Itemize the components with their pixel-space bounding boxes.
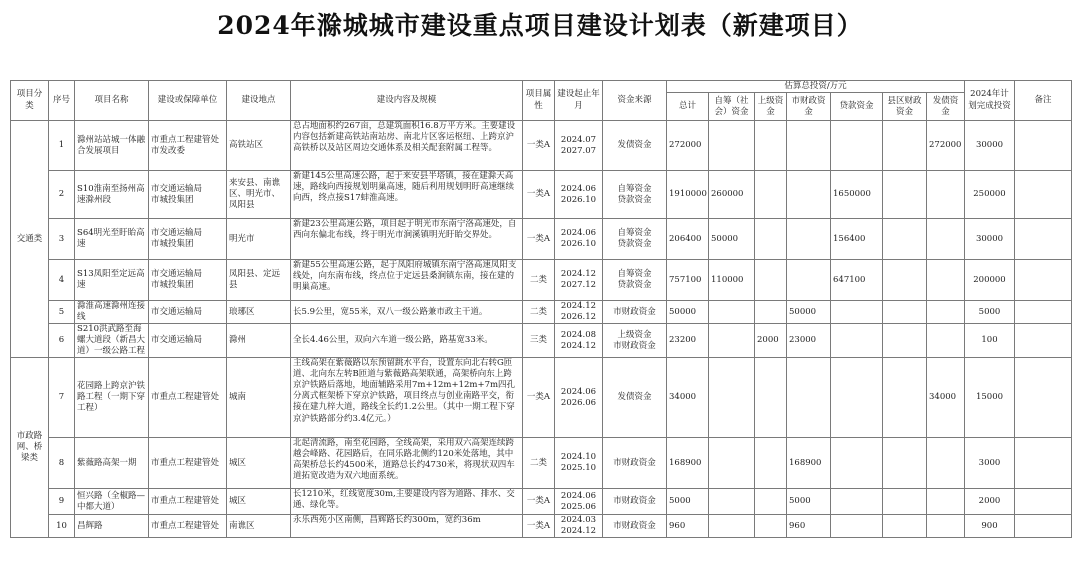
category-transport: 交通类 [11,121,49,358]
cell-name: S64明光至盱眙高速 [75,219,149,260]
cell-remark [1015,324,1072,358]
cell-funding: 自筹资金 贷款资金 [603,171,667,219]
cell-name: S210洪武路至海螺大道段（新昌大道）一级公路工程 [75,324,149,358]
cell-loan [831,324,883,358]
cell-upper [755,301,787,324]
cell-unit: 市交通运输局 [149,324,227,358]
cell-county [883,219,927,260]
header-funding: 资金来源 [603,81,667,121]
cell-attr: 一类A [523,489,555,515]
cell-city: 50000 [787,301,831,324]
cell-city [787,260,831,301]
table-row [11,438,1072,489]
cell-remark [1015,515,1072,538]
cell-self [709,121,755,171]
cell-unit: 市交通运输局 市城投集团 [149,260,227,301]
table-row [11,324,1072,358]
cell-plan2024: 15000 [965,358,1015,438]
cell-self: 50000 [709,219,755,260]
cell-seq: 6 [49,324,75,358]
cell-attr: 三类 [523,324,555,358]
cell-remark [1015,301,1072,324]
cell-upper [755,260,787,301]
cell-period: 2024.03 2024.12 [555,515,603,538]
cell-loan [831,489,883,515]
cell-funding: 自筹资金 贷款资金 [603,219,667,260]
cell-remark [1015,438,1072,489]
cell-unit: 市交通运输局 [149,301,227,324]
cell-seq: 8 [49,438,75,489]
header-plan-2024: 2024年计划完成投资 [965,81,1015,121]
cell-total: 34000 [667,358,709,438]
cell-loan: 1650000 [831,171,883,219]
header-unit: 建设或保障单位 [149,81,227,121]
cell-county [883,438,927,489]
cell-period: 2024.12 2027.12 [555,260,603,301]
cell-unit: 市交通运输局 市城投集团 [149,171,227,219]
cell-seq: 7 [49,358,75,438]
cell-plan2024: 250000 [965,171,1015,219]
cell-total: 50000 [667,301,709,324]
cell-seq: 10 [49,515,75,538]
table-row [11,358,1072,438]
cell-remark [1015,260,1072,301]
header-name: 项目名称 [75,81,149,121]
cell-upper [755,171,787,219]
cell-loan: 647100 [831,260,883,301]
cell-funding: 自筹资金 贷款资金 [603,260,667,301]
table-row [11,171,1072,219]
cell-attr: 一类A [523,219,555,260]
cell-location: 滁州 [227,324,291,358]
cell-attr: 一类A [523,358,555,438]
cell-upper [755,515,787,538]
cell-unit: 市重点工程建管处 [149,515,227,538]
header-content: 建设内容及规模 [291,81,523,121]
cell-self [709,324,755,358]
cell-attr: 一类A [523,171,555,219]
cell-self [709,489,755,515]
header-attr: 项目属性 [523,81,555,121]
cell-name: 紫薇路高架一期 [75,438,149,489]
cell-upper [755,219,787,260]
cell-funding: 上级资金 市财政资金 [603,324,667,358]
cell-name: 滁州站站城一体融合发展项目 [75,121,149,171]
cell-bond [927,324,965,358]
cell-self: 260000 [709,171,755,219]
cell-plan2024: 2000 [965,489,1015,515]
cell-location: 高铁站区 [227,121,291,171]
cell-content: 主线高架在紫薇路以东预留跳水平台，设置东向北右转G匝道、北向东左转B匝道与紫薇路高架联通，高架桥向东上跨京沪铁路后落地，地面辅路采用7m+12m+12m+7m四孔分离式框架桥下穿京沪铁路，项目终点与创业南路平交，衔接在建九梓大道，路线全长约1.2公里。（其中一期工程下穿京沪铁路部分约3.4亿元。） [291,358,523,438]
cell-period: 2024.10 2025.10 [555,438,603,489]
cell-location: 来安县、南谯区、明光市、凤阳县 [227,171,291,219]
cell-total: 5000 [667,489,709,515]
cell-period: 2024.06 2025.06 [555,489,603,515]
cell-loan [831,438,883,489]
cell-attr: 一类A [523,515,555,538]
cell-upper [755,438,787,489]
cell-total: 206400 [667,219,709,260]
cell-bond [927,438,965,489]
cell-self [709,301,755,324]
cell-attr: 二类 [523,438,555,489]
cell-content: 新建55公里高速公路，起于凤阳府城镇东南宁洛高速凤阳支线处，向东南布线，终点位于定远县桑涧镇东南，接在建的明巢高速。 [291,260,523,301]
cell-location: 城区 [227,438,291,489]
cell-remark [1015,121,1072,171]
cell-period: 2024.08 2024.12 [555,324,603,358]
table-row [11,219,1072,260]
cell-county [883,489,927,515]
cell-seq: 9 [49,489,75,515]
cell-seq: 5 [49,301,75,324]
cell-self: 110000 [709,260,755,301]
header-invest-group: 估算总投资/万元 [667,81,965,93]
cell-unit: 市重点工程建管处 [149,358,227,438]
cell-funding: 市财政资金 [603,301,667,324]
cell-loan [831,121,883,171]
cell-county [883,171,927,219]
cell-location: 城区 [227,489,291,515]
cell-self [709,438,755,489]
cell-location: 琅琊区 [227,301,291,324]
cell-period: 2024.07 2027.07 [555,121,603,171]
cell-upper [755,489,787,515]
project-table [10,80,1072,538]
cell-attr: 一类A [523,121,555,171]
cell-seq: 4 [49,260,75,301]
page-title: 2024年滁城城市建设重点项目建设计划表（新建项目） [217,11,863,40]
cell-content: 长1210米，红线宽度30m,主要建设内容为道路、排水、交通、绿化等。 [291,489,523,515]
cell-funding: 发债资金 [603,358,667,438]
cell-total: 960 [667,515,709,538]
cell-content: 新建145公里高速公路，起于来安县半塔镇，接在建滁天高速，路线向西接规划明巢高速，随后利用规划明盱高速继续向西，终点接S17蚌淮高速。 [291,171,523,219]
cell-total: 23200 [667,324,709,358]
cell-period: 2024.06 2026.06 [555,358,603,438]
cell-content: 永乐西苑小区南侧，昌辉路长约300m，宽约36m [291,515,523,538]
table-row [11,121,1072,171]
cell-name: 恒兴路（全椒路—中都大道） [75,489,149,515]
cell-content: 总占地面积约267亩，总建筑面积16.8万平方米。主要建设内容包括新建高铁站南站房、南北片区客运枢纽、上跨京沪高铁桥以及站区周边交通体系及相关配套附属工程等。 [291,121,523,171]
header-period: 建设起止年月 [555,81,603,121]
cell-unit: 市重点工程建管处 [149,489,227,515]
cell-self [709,515,755,538]
cell-plan2024: 30000 [965,121,1015,171]
cell-content: 北起清流路，南至花园路，全线高架，采用双六高架连续跨越会峰路、花园路后，在同乐路北侧约120米处落地，其中高架桥总长约4500米，道路总长约4730米，将现状双四车道拓宽改造为双六地面系统。 [291,438,523,489]
cell-total: 168900 [667,438,709,489]
cell-content: 长5.9公里，宽55米，双八一级公路兼市政主干道。 [291,301,523,324]
cell-unit: 市重点工程建管处 [149,438,227,489]
cell-city [787,121,831,171]
cell-remark [1015,219,1072,260]
cell-seq: 1 [49,121,75,171]
cell-county [883,301,927,324]
header-self: 自筹（社会）资金 [709,93,755,121]
header-category: 项目分类 [11,81,49,121]
cell-name: 花园路上跨京沪铁路工程（一期下穿工程） [75,358,149,438]
cell-upper: 2000 [755,324,787,358]
cell-loan [831,515,883,538]
cell-plan2024: 900 [965,515,1015,538]
cell-bond [927,301,965,324]
cell-unit: 市交通运输局 市城投集团 [149,219,227,260]
cell-city: 960 [787,515,831,538]
cell-period: 2024.06 2026.10 [555,171,603,219]
cell-upper [755,121,787,171]
cell-total: 272000 [667,121,709,171]
cell-plan2024: 100 [965,324,1015,358]
cell-total: 1910000 [667,171,709,219]
header-upper: 上级资金 [755,93,787,121]
cell-name: 昌辉路 [75,515,149,538]
cell-content: 全长4.46公里，双向六车道一级公路，路基宽33米。 [291,324,523,358]
cell-remark [1015,358,1072,438]
cell-funding: 市财政资金 [603,515,667,538]
table-row [11,515,1072,538]
cell-plan2024: 30000 [965,219,1015,260]
cell-name: 滁淮高速滁州连接线 [75,301,149,324]
cell-remark [1015,171,1072,219]
cell-location: 南谯区 [227,515,291,538]
header-loan: 贷款资金 [831,93,883,121]
cell-county [883,324,927,358]
header-county: 县区财政资金 [883,93,927,121]
cell-bond [927,489,965,515]
cell-unit: 市重点工程建管处 市发改委 [149,121,227,171]
header-city: 市财政资金 [787,93,831,121]
cell-content: 新建23公里高速公路，项目起于明光市东南宁洛高速处，自西向东偏北布线，终于明光市涧溪镇明光盱眙交界处。 [291,219,523,260]
cell-attr: 二类 [523,301,555,324]
table-row [11,489,1072,515]
header-total: 总计 [667,93,709,121]
cell-bond: 34000 [927,358,965,438]
cell-city: 23000 [787,324,831,358]
header-remark: 备注 [1015,81,1072,121]
cell-attr: 二类 [523,260,555,301]
cell-city [787,171,831,219]
cell-seq: 3 [49,219,75,260]
cell-plan2024: 5000 [965,301,1015,324]
cell-bond: 272000 [927,121,965,171]
cell-name: S13凤阳至定远高速 [75,260,149,301]
table-row [11,260,1072,301]
cell-bond [927,515,965,538]
cell-funding: 市财政资金 [603,489,667,515]
cell-county [883,515,927,538]
cell-city [787,358,831,438]
cell-county [883,358,927,438]
cell-county [883,260,927,301]
header-bond: 发债资金 [927,93,965,121]
cell-city: 168900 [787,438,831,489]
cell-location: 凤阳县、定远县 [227,260,291,301]
cell-location: 明光市 [227,219,291,260]
cell-county [883,121,927,171]
cell-period: 2024.12 2026.12 [555,301,603,324]
cell-loan: 156400 [831,219,883,260]
cell-loan [831,301,883,324]
cell-bond [927,171,965,219]
table-row [11,301,1072,324]
cell-loan [831,358,883,438]
cell-plan2024: 200000 [965,260,1015,301]
category-roads: 市政路网、桥梁类 [11,358,49,538]
header-location: 建设地点 [227,81,291,121]
cell-total: 757100 [667,260,709,301]
cell-plan2024: 3000 [965,438,1015,489]
cell-period: 2024.06 2026.10 [555,219,603,260]
cell-city: 5000 [787,489,831,515]
cell-name: S10淮南至扬州高速滁州段 [75,171,149,219]
cell-location: 城南 [227,358,291,438]
cell-bond [927,219,965,260]
cell-seq: 2 [49,171,75,219]
cell-remark [1015,489,1072,515]
cell-funding: 发债资金 [603,121,667,171]
cell-funding: 市财政资金 [603,438,667,489]
cell-upper [755,358,787,438]
header-seq: 序号 [49,81,75,121]
cell-city [787,219,831,260]
cell-bond [927,260,965,301]
cell-self [709,358,755,438]
